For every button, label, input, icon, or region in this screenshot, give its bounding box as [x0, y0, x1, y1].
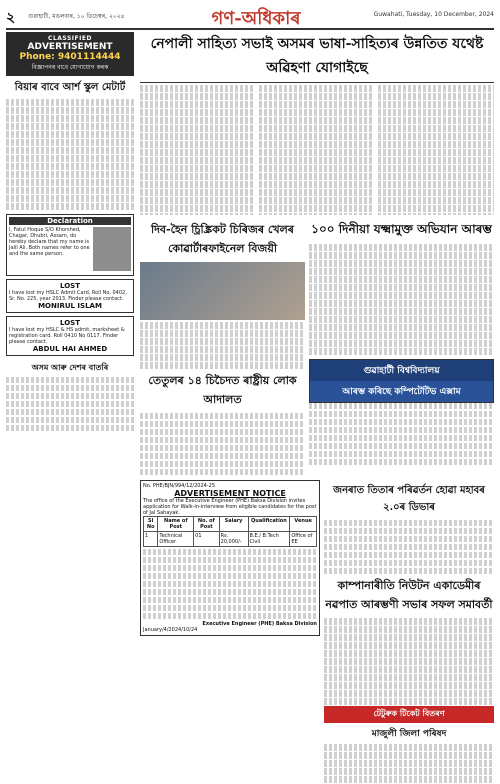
headline-5: কাম্পানাৰীতি নিউটন একাডেমীৰ নৱপাত আৰম্ভণী সভাৰ সফল সমাবৰ্তী: [324, 577, 494, 615]
lost-title: LOST: [9, 282, 131, 290]
table-header: Name of Post: [158, 516, 194, 531]
middle-left: [140, 218, 305, 477]
navy-text: [309, 403, 494, 466]
lost-body-2: I have lost my HSLC & HS admit, marksheet & registration card. Roll 0410 No 0117. Finder please contact.: [9, 327, 131, 345]
col-3: [378, 85, 494, 215]
ad-text: The office of the Executive Engineer (PHE) Baksa Division invites application for Walk-in-interview from eligible candidates for the post of Jal Sahayak.: [143, 498, 317, 516]
banner-headline: নেপালী সাহিত্য সভাই অসমৰ ভাষা-সাহিত্যৰ উন্নতিত যথেষ্ট অৱিহণা যোগাইছে: [140, 32, 494, 83]
ad-instructions: [143, 549, 317, 620]
vacancy-table: [143, 516, 317, 547]
col-2: [259, 85, 374, 215]
left-column: [6, 32, 134, 694]
person-photo: [93, 227, 131, 271]
table-cell: Technical Officer: [158, 531, 194, 546]
main-area: [140, 32, 494, 784]
right-sub-headline: মাজুলী জিলা পৰিষদ: [324, 726, 494, 741]
ad-title: ADVERTISEMENT NOTICE: [143, 489, 317, 498]
lost-notice-2: [6, 316, 134, 356]
news-photo: [140, 262, 305, 320]
col-1: [140, 85, 255, 215]
ad-footer: January/4/2024/10/24: [143, 627, 317, 633]
table-header: Salary: [219, 516, 248, 531]
phone-label: Phone: 9401114444: [8, 52, 132, 62]
masthead: গণ-অধিকাৰ: [186, 4, 326, 35]
table-cell: 1: [144, 531, 158, 546]
col1-text: [140, 85, 255, 215]
headline-3: তেতুলৰ ১৪ চিচৈদত ৰাষ্ট্ৰীয় লোক আদালত: [140, 372, 305, 410]
footer-title: অসম আৰু দেশৰ বাতৰি: [6, 362, 134, 375]
table-header-row: [144, 516, 317, 531]
page-header: [6, 6, 494, 30]
table-header: Qualification: [248, 516, 290, 531]
ad-number: No. PHE/BJN/994/12/2024-25: [143, 483, 317, 489]
classified-ad-box: [6, 32, 134, 76]
navy-title-2: আৰম্ভ কৰিছে কম্পিটেটিভ এক্সাম: [310, 381, 493, 402]
top-columns: [140, 83, 494, 218]
headline-4: জনৰাত তিতাৰ পৰিৱৰ্তন হোৱা মহাবৰ ২.০ৰ ডিভাৰ: [324, 483, 494, 517]
middle-right: [309, 218, 494, 477]
middle-section: [140, 218, 494, 477]
lost-title-2: LOST: [9, 319, 131, 327]
red-headline: টেটুৰুক টিকেট বিতৰণ: [324, 706, 494, 723]
bottom-right: [324, 480, 494, 784]
lost-name-2: ABDUL HAI AHMED: [9, 345, 131, 353]
headline-2: ১০০ দিনীয়া যক্ষ্মামুক্ত অভিযান আৰম্ভ: [309, 221, 494, 241]
lost-notice: [6, 279, 134, 313]
page-number: ২: [6, 6, 15, 30]
declaration-box: [6, 214, 134, 276]
table-row: [144, 531, 317, 546]
advertisement-notice: [140, 480, 320, 636]
bottom-section: [140, 480, 494, 784]
table-header: No. of Post: [194, 516, 219, 531]
hl4-text: [324, 520, 494, 575]
footer-text: [6, 377, 134, 432]
table-header: Sl No: [144, 516, 158, 531]
article-text: [6, 99, 134, 210]
declaration-body: I, Fatul Hoque S/O Khorshed, Chagar, Dhubri, Assam, do hereby declare that my name is Jalil Ali. Both names refer to one and the same person.: [9, 227, 131, 257]
right-date: Guwahati, Tuesday, 10 December, 2024: [374, 11, 494, 18]
left-date: গুৱাহাটী, মঙলবাৰ, ১০ ডিচেম্বৰ, ২০২৪: [28, 11, 125, 22]
hl3-text: [140, 413, 305, 476]
col3-text: [378, 85, 494, 215]
table-cell: B.E./ B.Tech Civil: [248, 531, 290, 546]
lost-body: I have lost my HSLC Admit Card, Roll No. 0402, Sr. No. 225, year 2013. Finder please contact.: [9, 290, 131, 302]
ad-note: বিজ্ঞাপনৰ বাবে যোগাযোগ কৰক: [8, 62, 132, 73]
declaration-title: Declaration: [9, 217, 131, 225]
lost-name: MONIRUL ISLAM: [9, 302, 131, 310]
ad-notice-column: [140, 480, 320, 784]
navy-title-1: গুৱাহাটী বিশ্ববিদ্যালয়: [310, 360, 493, 381]
col2-text: [259, 85, 374, 215]
right-text: [324, 744, 494, 783]
hl5-text: [324, 618, 494, 705]
sub-headline: দিব-হৈন চ্ৰিঙ্ক্ৰিকট চিৰিজৰ খেলৰ কোৱাৰ্টাৰফাইনেল বিজয়ী: [140, 221, 305, 259]
advertisement-label: ADVERTISEMENT: [8, 42, 132, 52]
table-cell: Office of EE: [290, 531, 317, 546]
ad-signature: Executive Engineer (PHE) Baksa Division: [143, 621, 317, 627]
table-cell: Rs. 20,000/-: [219, 531, 248, 546]
classified-label: CLASSIFIED: [8, 35, 132, 42]
hl2-text: [309, 244, 494, 355]
navy-box: [309, 359, 494, 403]
table-header: Venue: [290, 516, 317, 531]
table-cell: 01: [194, 531, 219, 546]
photo-caption: [140, 322, 305, 369]
left-headline: বিয়াৰ বাবে আৰ্শ স্কুল মেটাৰ্ট: [6, 80, 134, 97]
